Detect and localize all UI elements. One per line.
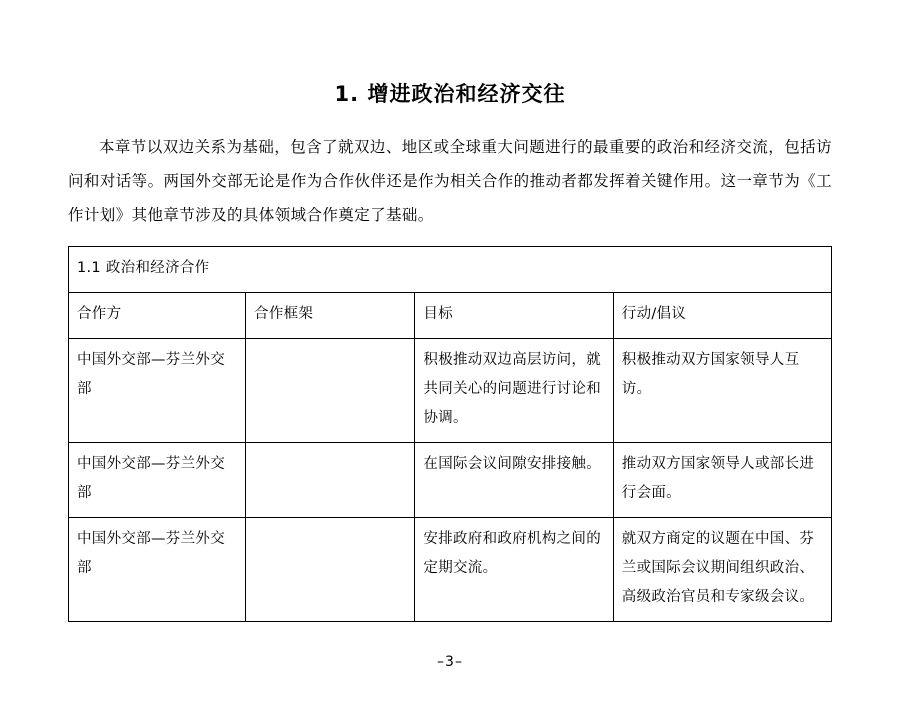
table-row	[69, 518, 832, 622]
column-header-goal: 目标	[415, 293, 613, 339]
table-caption-row	[69, 247, 832, 293]
cell-framework	[246, 518, 415, 622]
cell-goal: 安排政府和政府机构之间的定期交流。	[415, 518, 613, 622]
column-header-partner: 合作方	[69, 293, 246, 339]
table-caption: 1.1 政治和经济合作	[69, 247, 832, 293]
cell-action: 推动双方国家领导人或部长进行会面。	[613, 443, 831, 518]
table-row	[69, 339, 832, 443]
cell-goal: 积极推动双边高层访问，就共同关心的问题进行讨论和协调。	[415, 339, 613, 443]
cell-partner: 中国外交部—芬兰外交部	[69, 339, 246, 443]
cell-goal: 在国际会议间隙安排接触。	[415, 443, 613, 518]
column-header-action: 行动/倡议	[613, 293, 831, 339]
cooperation-table	[68, 246, 832, 622]
cell-framework	[246, 339, 415, 443]
page-number: –3–	[437, 654, 463, 670]
body-paragraph-1: 本章节以双边关系为基础，包含了就双边、地区或全球重大问题进行的最重要的政治和经济交流，包括访问和对话等。两国外交部无论是作为合作伙伴还是作为相关合作的推动者都发挥着关键作用。这一章节为《工作计划》其他章节涉及的具体领域合作奠定了基础。	[68, 138, 832, 224]
cell-framework	[246, 443, 415, 518]
cell-partner: 中国外交部—芬兰外交部	[69, 443, 246, 518]
cell-action: 就双方商定的议题在中国、芬兰或国际会议期间组织政治、高级政治官员和专家级会议。	[613, 518, 831, 622]
cell-partner: 中国外交部—芬兰外交部	[69, 518, 246, 622]
document-page	[0, 78, 900, 714]
table-row	[69, 443, 832, 518]
cell-action: 积极推动双方国家领导人互访。	[613, 339, 831, 443]
table-header-row	[69, 293, 832, 339]
page-title: 1. 增进政治和经济交往	[334, 82, 566, 106]
column-header-framework: 合作框架	[246, 293, 415, 339]
